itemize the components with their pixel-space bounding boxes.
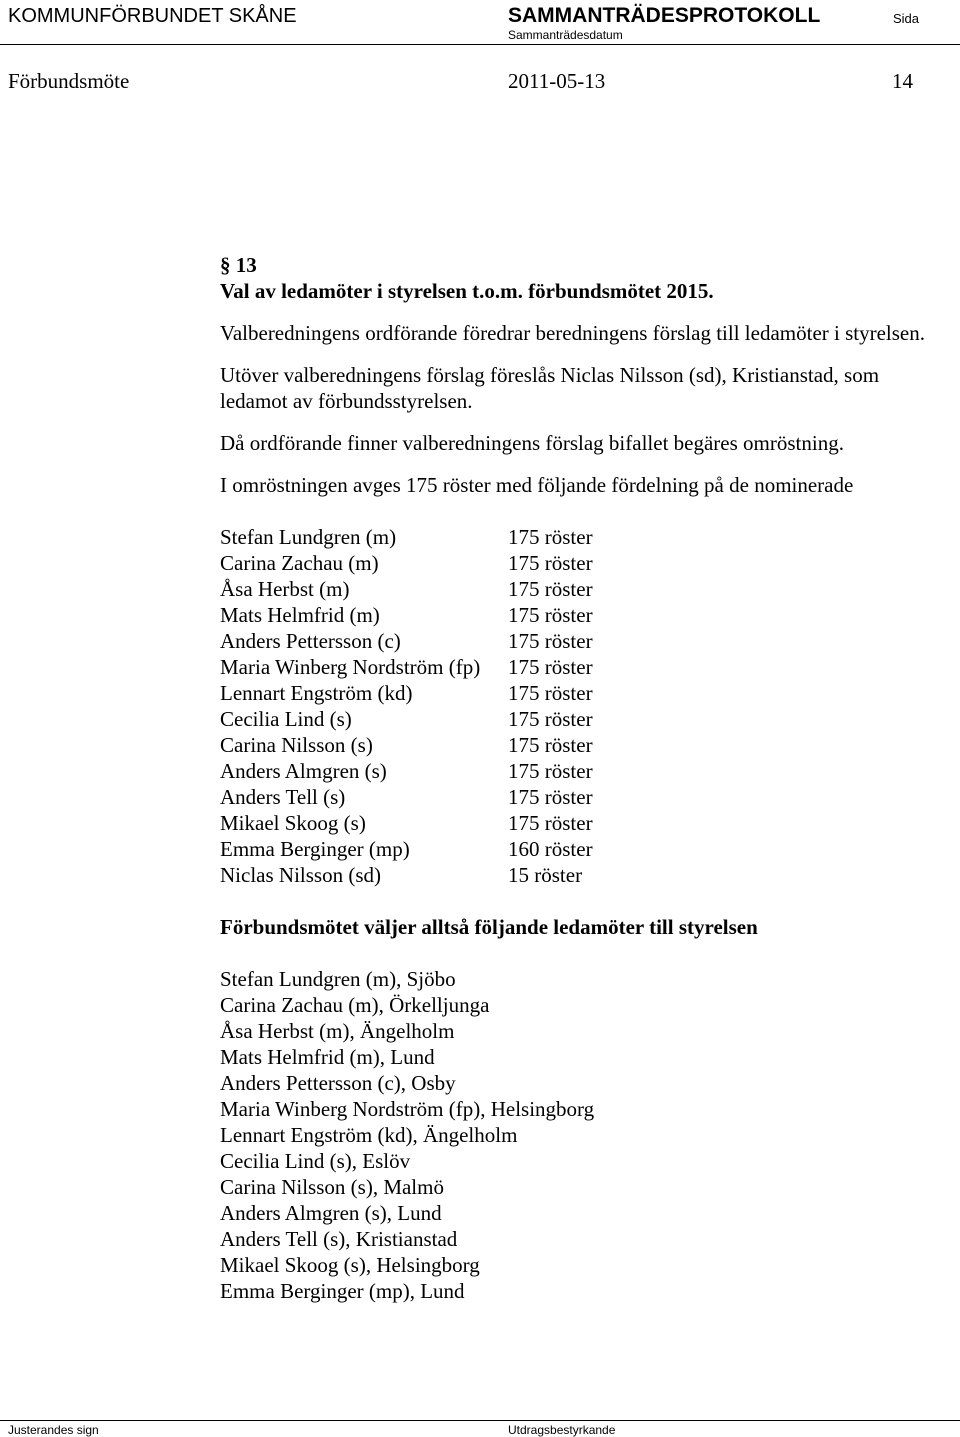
vote-count: 175 röster (508, 603, 593, 627)
nominee-name: Mats Helmfrid (m) (220, 603, 380, 627)
paragraph: Valberedningens ordförande föredrar beredningens förslag till ledamöter i styrelsen. (220, 321, 925, 345)
section-body (220, 252, 940, 1304)
elected-members-list (220, 966, 940, 1304)
elected-member: Emma Berginger (mp), Lund (220, 1279, 465, 1303)
elected-member: Carina Zachau (m), Örkelljunga (220, 993, 490, 1017)
vote-count: 160 röster (508, 837, 593, 861)
nominee-name: Anders Almgren (s) (220, 759, 387, 783)
nominee-name: Mikael Skoog (s) (220, 811, 366, 835)
vote-count: 175 röster (508, 759, 593, 783)
nominee-name: Niclas Nilsson (sd) (220, 863, 381, 887)
elected-member: Anders Pettersson (c), Osby (220, 1071, 456, 1095)
vote-count: 175 röster (508, 785, 593, 809)
elected-member: Anders Almgren (s), Lund (220, 1201, 442, 1225)
nominee-name: Carina Zachau (m) (220, 551, 379, 575)
meeting-date: 2011-05-13 (508, 69, 606, 93)
nominee-name: Cecilia Lind (s) (220, 707, 352, 731)
elected-member: Lennart Engström (kd), Ängelholm (220, 1123, 518, 1147)
page-number: 14 (892, 69, 913, 93)
vote-count: 175 röster (508, 525, 593, 549)
vote-count: 175 röster (508, 707, 593, 731)
elected-member: Maria Winberg Nordström (fp), Helsingborg (220, 1097, 595, 1121)
paragraph: Då ordförande finner valberedningens förslag bifallet begäres omröstning. (220, 431, 844, 455)
vote-count: 15 röster (508, 863, 583, 887)
footer-certification-label: Utdragsbestyrkande (508, 1423, 616, 1437)
elected-member: Cecilia Lind (s), Eslöv (220, 1149, 411, 1173)
section-title: Val av ledamöter i styrelsen t.o.m. förbundsmötet 2015. (220, 279, 714, 303)
vote-count: 175 röster (508, 733, 593, 757)
vote-results-list (220, 524, 940, 888)
elected-member: Mikael Skoog (s), Helsingborg (220, 1253, 480, 1277)
elected-member: Åsa Herbst (m), Ängelholm (220, 1019, 455, 1043)
elected-member: Stefan Lundgren (m), Sjöbo (220, 967, 456, 991)
vote-count: 175 röster (508, 629, 593, 653)
nominee-name: Lennart Engström (kd) (220, 681, 413, 705)
footer-signature-label: Justerandes sign (8, 1423, 99, 1437)
nominee-name: Stefan Lundgren (m) (220, 525, 397, 549)
nominee-name: Carina Nilsson (s) (220, 733, 373, 757)
vote-count: 175 röster (508, 577, 593, 601)
nominee-name: Maria Winberg Nordström (fp) (220, 655, 481, 679)
page-label: Sida (893, 11, 920, 26)
header-divider (0, 44, 960, 45)
nominee-name: Anders Tell (s) (220, 785, 346, 809)
footer-divider (0, 1420, 960, 1421)
organization-name: KOMMUNFÖRBUNDET SKÅNE (8, 5, 297, 27)
elected-member: Carina Nilsson (s), Malmö (220, 1175, 444, 1199)
nominee-name: Emma Berginger (mp) (220, 837, 410, 861)
nominee-name: Anders Pettersson (c) (220, 629, 401, 653)
vote-count: 175 röster (508, 551, 593, 575)
elected-member: Anders Tell (s), Kristianstad (220, 1227, 458, 1251)
date-label: Sammanträdesdatum (508, 28, 623, 42)
elected-member: Mats Helmfrid (m), Lund (220, 1045, 435, 1069)
vote-count: 175 röster (508, 811, 593, 835)
paragraph: I omröstningen avges 175 röster med följande fördelning på de nominerade (220, 473, 854, 497)
decision-heading: Förbundsmötet väljer alltså följande ledamöter till styrelsen (220, 915, 758, 939)
document-type: SAMMANTRÄDESPROTOKOLL (508, 4, 821, 27)
section-number: § 13 (220, 253, 257, 277)
paragraph: Utöver valberedningens förslag föreslås Niclas Nilsson (sd), Kristianstad, som ledamot av förbundsstyrelsen. (220, 363, 880, 413)
vote-count: 175 röster (508, 681, 593, 705)
meeting-name: Förbundsmöte (8, 69, 130, 93)
nominee-name: Åsa Herbst (m) (220, 577, 350, 601)
vote-count: 175 röster (508, 655, 593, 679)
